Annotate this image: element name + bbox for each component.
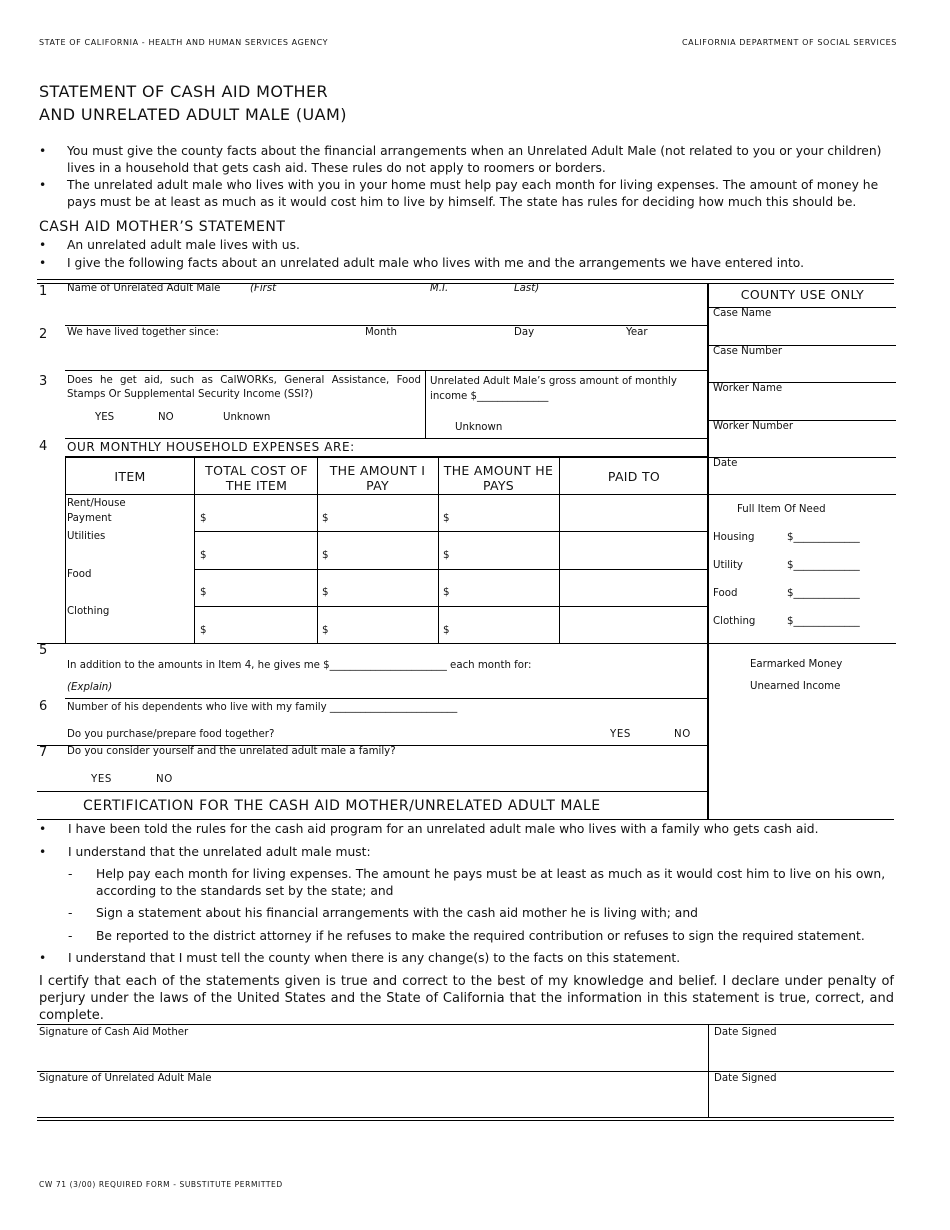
mother-bullet-2: • — [39, 256, 47, 270]
intro-bullet-2: • — [39, 178, 47, 192]
item-number-7: 7 — [39, 745, 48, 760]
form-footer: CW 71 (3/00) REQUIRED FORM - SUBSTITUTE PERMITTED — [39, 1180, 283, 1189]
lived-together-date-field[interactable] — [67, 342, 705, 369]
food-i-pay-field[interactable]: $ — [322, 587, 329, 598]
family-question: Do you consider yourself and the unrelated adult male a family? — [67, 746, 396, 757]
aid-unknown-option[interactable]: Unknown — [223, 412, 271, 423]
mother-signature-field[interactable]: Signature of Cash Aid Mother — [39, 1027, 189, 1038]
expense-row-utilities: Utilities — [67, 531, 106, 542]
item-number-5: 5 — [39, 643, 48, 658]
utilities-i-pay-field[interactable]: $ — [322, 550, 329, 561]
perjury-declaration: I certify that each of the statements given is true and correct to the best of my knowledge and belief. I declare under penalty of perjury under the laws of the United States and the State of California that the information in this statement is true, correct, and complete. — [39, 974, 894, 1023]
expense-row-food: Food — [67, 569, 92, 580]
item-number-1: 1 — [39, 284, 48, 299]
expense-row-clothing: Clothing — [67, 606, 110, 617]
food-total-field[interactable]: $ — [200, 587, 207, 598]
cert-bullet-3: • — [39, 951, 47, 965]
lived-together-label: We have lived together since: — [67, 327, 219, 338]
cert-sub-2: Sign a statement about his financial arrangements with the cash aid mother he is living with; and — [96, 906, 698, 920]
utilities-paid-to-field[interactable] — [561, 533, 705, 567]
food-together-yes-option[interactable]: YES — [610, 729, 631, 740]
intro-bullet-1: • — [39, 144, 47, 158]
need-housing-label: Housing — [713, 532, 755, 543]
rent-total-field[interactable]: $ — [200, 513, 207, 524]
utilities-total-field[interactable]: $ — [200, 550, 207, 561]
gross-income-unknown-option[interactable]: Unknown — [455, 422, 503, 433]
clothing-i-pay-field[interactable]: $ — [322, 625, 329, 636]
item-number-4: 4 — [39, 439, 48, 454]
aid-no-option[interactable]: NO — [158, 412, 174, 423]
county-date[interactable]: Date — [713, 458, 738, 469]
uam-name-field[interactable] — [67, 298, 705, 324]
unearned-income-label: Unearned Income — [750, 681, 841, 692]
intro-text-2: The unrelated adult male who lives with you in your home must help pay each month for living expenses. The amount of money he pays must be at least as much as it would cost him to live by himself. The state has rules for deciding how much this should be. — [67, 178, 879, 209]
family-yes-option[interactable]: YES — [91, 774, 112, 785]
mother-statement-heading: CASH AID MOTHER’S STATEMENT — [39, 219, 286, 235]
county-use-only-heading: COUNTY USE ONLY — [740, 287, 865, 302]
cert-sub-3: Be reported to the district attorney if he refuses to make the required contribution or refuses to sign the required statement. — [96, 929, 865, 943]
cert-bullet-2: • — [39, 845, 47, 859]
dependents-field[interactable]: Number of his dependents who live with my family _________________________ — [67, 702, 458, 713]
aid-question-label: Does he get aid, such as CalWORKs, General Assistance, Food Stamps Or Supplemental Security Income (SSI?) — [67, 375, 421, 400]
clothing-paid-to-field[interactable] — [561, 608, 705, 642]
department-header: CALIFORNIA DEPARTMENT OF SOCIAL SERVICES — [682, 38, 897, 47]
item-number-3: 3 — [39, 374, 48, 389]
item-number-6: 6 — [39, 699, 48, 714]
mother-bullet-1: • — [39, 238, 47, 252]
col-amount-he-pays: THE AMOUNT HE PAYS — [443, 463, 554, 493]
item-number-2: 2 — [39, 327, 48, 342]
clothing-he-pays-field[interactable]: $ — [443, 625, 450, 636]
mother-statement-2: I give the following facts about an unrelated adult male who lives with me and the arrangements we have entered into. — [67, 256, 804, 270]
need-food-label: Food — [713, 588, 738, 599]
rent-he-pays-field[interactable]: $ — [443, 513, 450, 524]
col-amount-i-pay: THE AMOUNT I PAY — [329, 463, 426, 493]
food-together-question: Do you purchase/prepare food together? — [67, 729, 275, 740]
cert-dash-3: - — [68, 929, 73, 943]
need-clothing-label: Clothing — [713, 616, 756, 627]
mother-date-signed-field[interactable]: Date Signed — [714, 1027, 777, 1038]
rent-i-pay-field[interactable]: $ — [322, 513, 329, 524]
county-case-number[interactable]: Case Number — [713, 346, 783, 357]
county-worker-number[interactable]: Worker Number — [713, 421, 794, 432]
need-housing-field[interactable]: $_____________ — [787, 532, 860, 543]
household-expenses-heading: OUR MONTHLY HOUSEHOLD EXPENSES ARE: — [67, 440, 355, 454]
cert-statement-2: I understand that the unrelated adult male must: — [68, 845, 371, 859]
certification-heading: CERTIFICATION FOR THE CASH AID MOTHER/UNRELATED ADULT MALE — [83, 798, 601, 814]
uam-signature-field[interactable]: Signature of Unrelated Adult Male — [39, 1073, 212, 1084]
month-label: Month — [365, 327, 397, 338]
gross-income-field[interactable]: Unrelated Adult Male’s gross amount of monthly income $______________ — [430, 376, 677, 402]
col-item: ITEM — [114, 469, 146, 484]
rent-paid-to-field[interactable] — [561, 496, 705, 530]
intro-text-1: You must give the county facts about the financial arrangements when an Unrelated Adult Male (not related to you or your children) lives in a household that gets cash aid. These rules do not apply to roomers or borders. — [67, 144, 882, 175]
utilities-he-pays-field[interactable]: $ — [443, 550, 450, 561]
day-label: Day — [514, 327, 535, 338]
earmarked-money-label: Earmarked Money — [750, 659, 843, 670]
col-total-cost: TOTAL COST OF THE ITEM — [205, 463, 308, 493]
expense-row-rent: Rent/House Payment — [67, 498, 126, 524]
need-food-field[interactable]: $_____________ — [787, 588, 860, 599]
cert-statement-3: I understand that I must tell the county when there is any change(s) to the facts on this statement. — [68, 951, 681, 965]
uam-first-label: (First — [250, 283, 277, 294]
need-utility-label: Utility — [713, 560, 743, 571]
cert-dash-1: - — [68, 867, 73, 881]
county-case-name[interactable]: Case Name — [713, 308, 772, 319]
agency-header: STATE OF CALIFORNIA - HEALTH AND HUMAN SERVICES AGENCY — [39, 38, 329, 47]
cert-sub-1: Help pay each month for living expenses. The amount he pays must be at least as much as it would cost him to live on his own, according to the standards set by the state; and — [96, 867, 886, 898]
aid-yes-option[interactable]: YES — [95, 412, 115, 423]
uam-last-label: Last) — [514, 283, 540, 294]
uam-mi-label: M.I. — [430, 283, 449, 294]
cert-bullet-1: • — [39, 822, 47, 836]
cert-statement-1: I have been told the rules for the cash aid program for an unrelated adult male who lives with a family who gets cash aid. — [68, 822, 819, 836]
col-paid-to: PAID TO — [607, 469, 661, 484]
family-no-option[interactable]: NO — [156, 774, 173, 785]
food-he-pays-field[interactable]: $ — [443, 587, 450, 598]
uam-date-signed-field[interactable]: Date Signed — [714, 1073, 777, 1084]
need-clothing-field[interactable]: $_____________ — [787, 616, 860, 627]
explain-label: (Explain) — [67, 682, 113, 693]
year-label: Year — [626, 327, 648, 338]
county-worker-name[interactable]: Worker Name — [713, 383, 783, 394]
need-utility-field[interactable]: $_____________ — [787, 560, 860, 571]
mother-statement-1: An unrelated adult male lives with us. — [67, 238, 300, 252]
uam-name-label: Name of Unrelated Adult Male — [67, 283, 221, 294]
clothing-total-field[interactable]: $ — [200, 625, 207, 636]
form-title-line2: AND UNRELATED ADULT MALE (UAM) — [39, 105, 347, 124]
food-paid-to-field[interactable] — [561, 571, 705, 605]
cert-dash-2: - — [68, 906, 73, 920]
food-together-no-option[interactable]: NO — [674, 729, 691, 740]
full-item-of-need-heading: Full Item Of Need — [737, 504, 826, 515]
additional-amount-field[interactable]: In addition to the amounts in Item 4, he gives me $_______________________ each month for: — [67, 660, 532, 671]
form-title-line1: STATEMENT OF CASH AID MOTHER — [39, 82, 328, 101]
